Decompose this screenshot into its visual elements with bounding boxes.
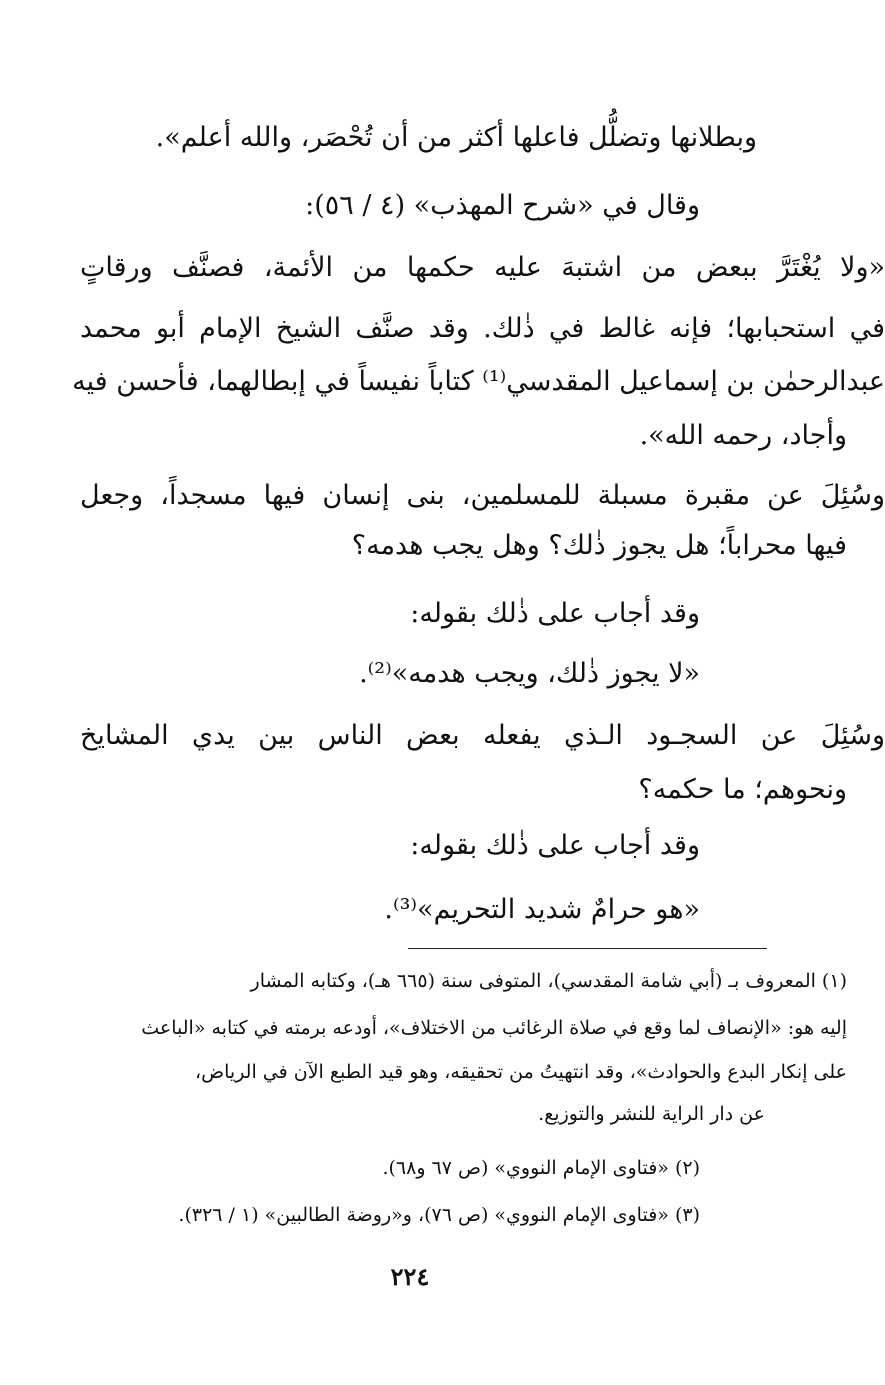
body-line-1: وبطلانها وتضلُّل فاعلها أكثر من أن تُحْصَر، والله أعلم». xyxy=(155,122,757,153)
body-line-9: وقد أجاب على ذٰلك بقوله: xyxy=(410,598,700,629)
footnote-1-line-2: إليه هو: «الإنصاف لما وقع في صلاة الرغائب من الاختلاف»، أودعه برمته في كتابه «الباعث xyxy=(141,1017,847,1039)
footnote-2: (٢) «فتاوى الإمام النووي» (ص ٦٧ و٦٨). xyxy=(382,1157,700,1179)
footnote-1-line-1: (١) المعروف بـ (أبي شامة المقدسي)، المتوفى سنة (٦٦٥ هـ)، وكتابه المشار xyxy=(250,970,847,992)
body-line-6: وأجاد، رحمه الله». xyxy=(639,420,847,451)
footnote-3: (٣) «فتاوى الإمام النووي» (ص ٧٦)، و«روضة الطالبين» (١ / ٣٢٦). xyxy=(178,1204,700,1226)
body-line-8: فيها محراباً؛ هل يجوز ذٰلك؟ وهل يجب هدمه؟ xyxy=(351,530,847,561)
footnote-separator xyxy=(408,948,767,949)
body-line-12: ونحوهم؛ ما حكمه؟ xyxy=(638,774,847,805)
body-line-2: وقال في «شرح المهذب» (٤ / ٥٦): xyxy=(305,190,700,221)
body-line-3: «ولا يُغْتَرَّ ببعض من اشتبهَ عليه حكمها من الأئمة، فصنَّف ورقاتٍ xyxy=(80,252,885,283)
body-line-5: عبدالرحمٰن بن إسماعيل المقدسي⁽¹⁾ كتاباً نفيساً في إبطالهما، فأحسن فيه xyxy=(72,366,885,397)
footnote-1-line-4: عن دار الراية للنشر والتوزيع. xyxy=(538,1103,765,1125)
body-line-13: وقد أجاب على ذٰلك بقوله: xyxy=(410,830,700,861)
body-line-10: «لا يجوز ذٰلك، ويجب هدمه»⁽²⁾. xyxy=(359,658,700,689)
body-line-11: وسُئِلَ عن السجـود الـذي يفعله بعض الناس بين يدي المشايخ xyxy=(80,720,885,751)
footnote-1-line-3: على إنكار البدع والحوادث»، وقد انتهيتُ من تحقيقه، وهو قيد الطبع الآن في الرياض، xyxy=(195,1061,847,1083)
body-line-7: وسُئِلَ عن مقبرة مسبلة للمسلمين، بنى إنسان فيها مسجداً، وجعل xyxy=(80,480,885,511)
body-line-14: «هو حرامٌ شديد التحريم»⁽³⁾. xyxy=(384,894,700,925)
page-number: ٢٢٤ xyxy=(390,1262,430,1291)
body-line-4: في استحبابها؛ فإنه غالط في ذٰلك. وقد صنَّف الشيخ الإمام أبو محمد xyxy=(80,313,885,344)
